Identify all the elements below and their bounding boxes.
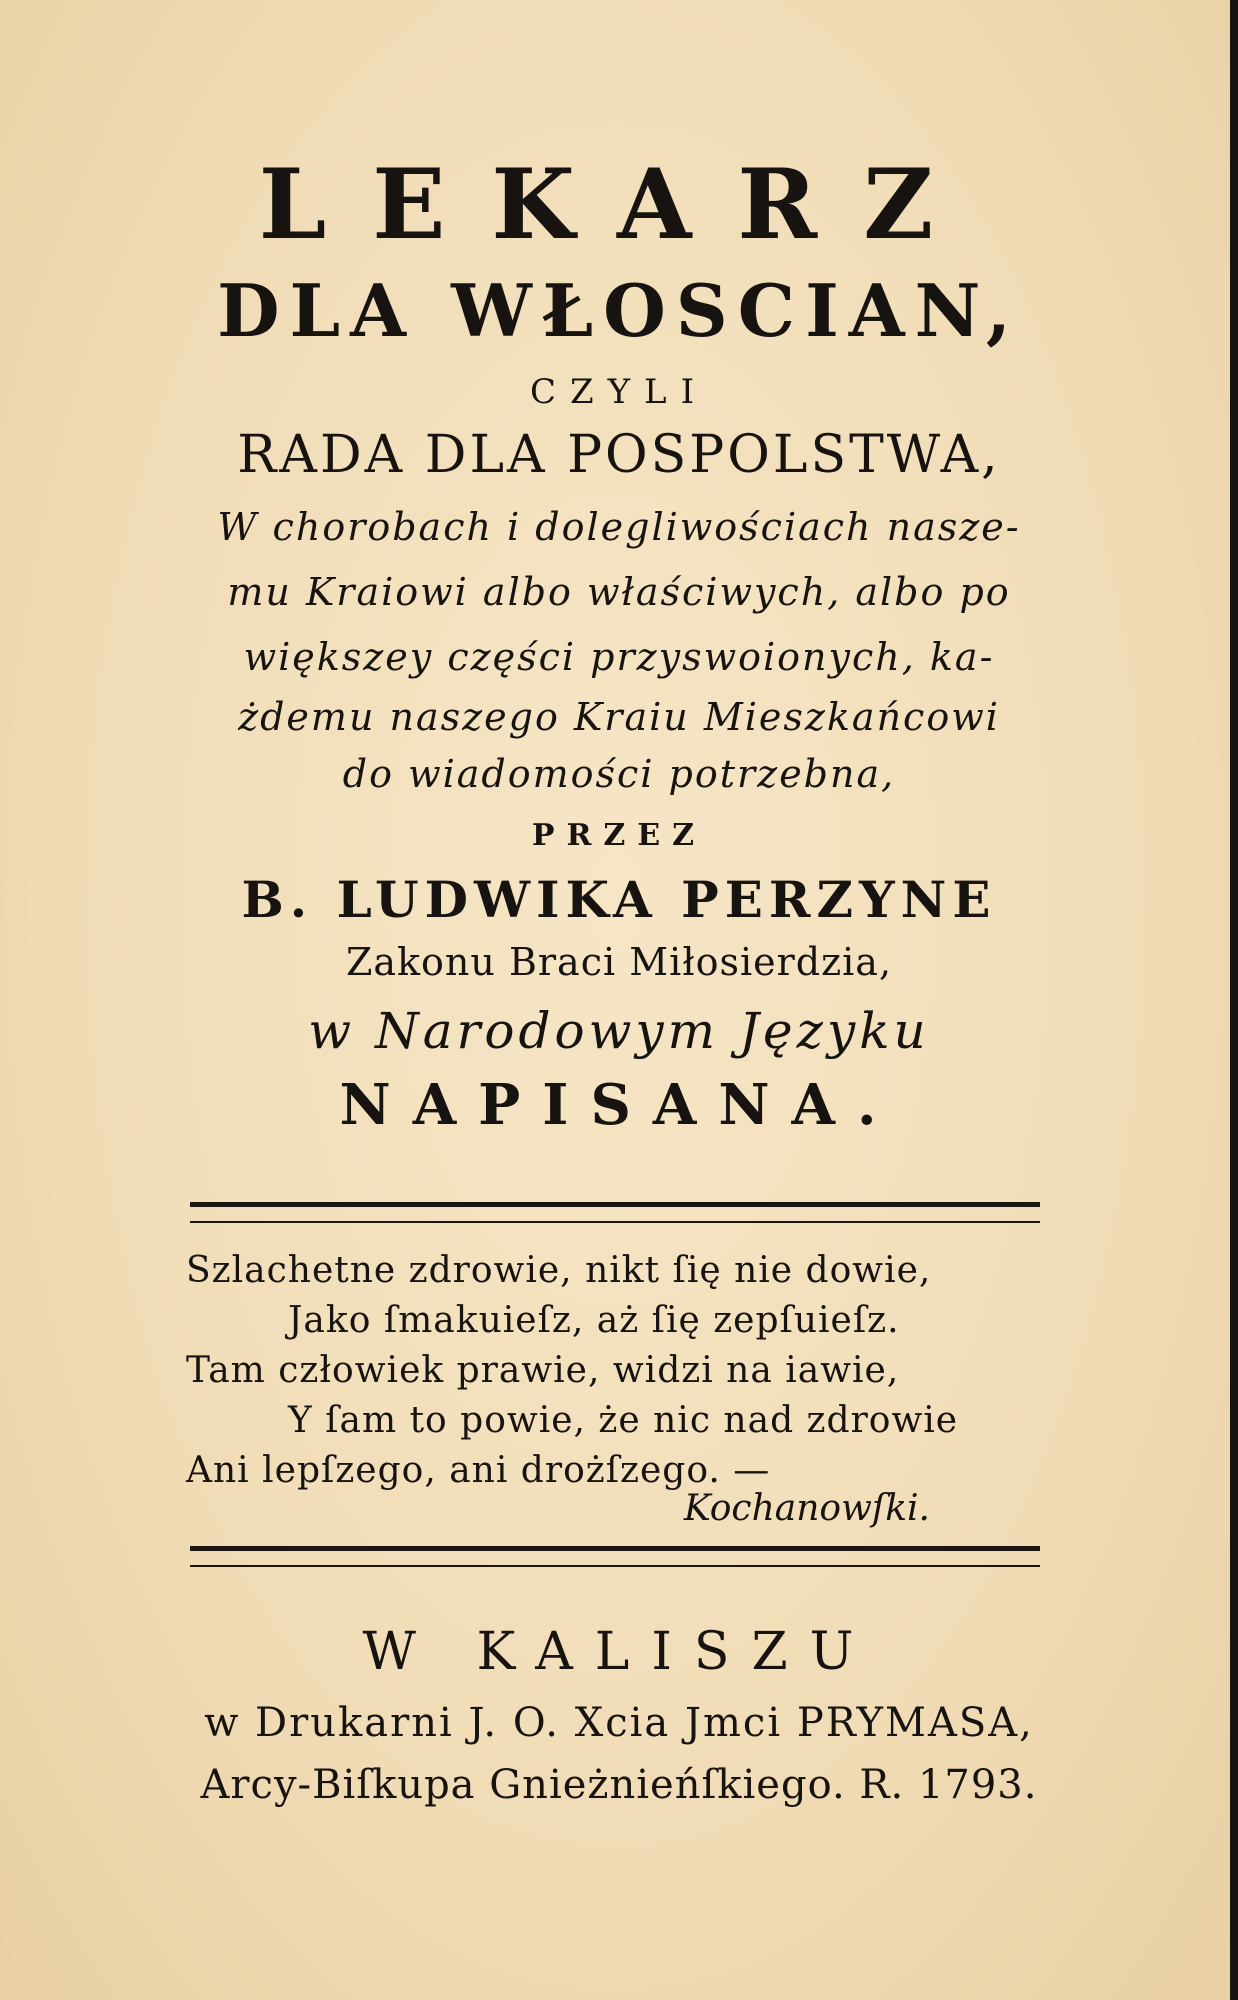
imprint-details: Arcy-Biſkupa Gnieżnieńſkiego. R. 1793. xyxy=(200,1762,1038,1808)
epigraph-attribution: Kochanowſki. xyxy=(683,1488,930,1529)
epigraph-line: Y ſam to powie, że nic nad zdrowie xyxy=(288,1400,959,1441)
ornamental-rule-bottom xyxy=(190,1546,1040,1567)
subtitle-line: W chorobach i dolegliwościach nasze- xyxy=(217,505,1021,549)
epigraph-line: Ani lepſzego, ani drożſzego. — xyxy=(186,1450,771,1491)
author-by-label: PRZEZ xyxy=(531,818,707,853)
epigraph-line: Jako ſmakuieſz, aż ſię zepſuieſz. xyxy=(288,1300,900,1341)
author-name: B. LUDWIKA PERZYNE xyxy=(241,870,997,929)
author-order: Zakonu Braci Miłosierdzia, xyxy=(345,940,893,984)
title-line-2: DLA WŁOSCIAN, xyxy=(217,268,1021,353)
epigraph-line: Tam człowiek prawie, widzi na iawie, xyxy=(186,1350,900,1391)
subtitle-line: do wiadomości potrzebna, xyxy=(342,752,896,796)
page-edge xyxy=(1230,0,1238,2000)
title-line-4: RADA DLA POSPOLSTWA, xyxy=(237,425,1001,485)
subtitle-line: większey części przyswoionych, ka- xyxy=(243,635,995,679)
written-label: NAPISANA. xyxy=(339,1072,899,1138)
subtitle-line: żdemu naszego Kraiu Mieszkańcowi xyxy=(238,695,1000,739)
epigraph-line: Szlachetne zdrowie, nikt ſię nie dowie, xyxy=(186,1250,932,1291)
title-line-3: CZYLI xyxy=(529,372,709,412)
language-note: w Narodowym Języku xyxy=(308,1002,930,1060)
imprint-place: W KALISZU xyxy=(362,1622,876,1682)
imprint-printer: w Drukarni J. O. Xcia Jmci PRYMASA, xyxy=(204,1700,1034,1746)
subtitle-line: mu Kraiowi albo właściwych, albo po xyxy=(227,570,1011,614)
title-main: LEKARZ xyxy=(258,148,980,261)
ornamental-rule-top xyxy=(190,1202,1040,1223)
